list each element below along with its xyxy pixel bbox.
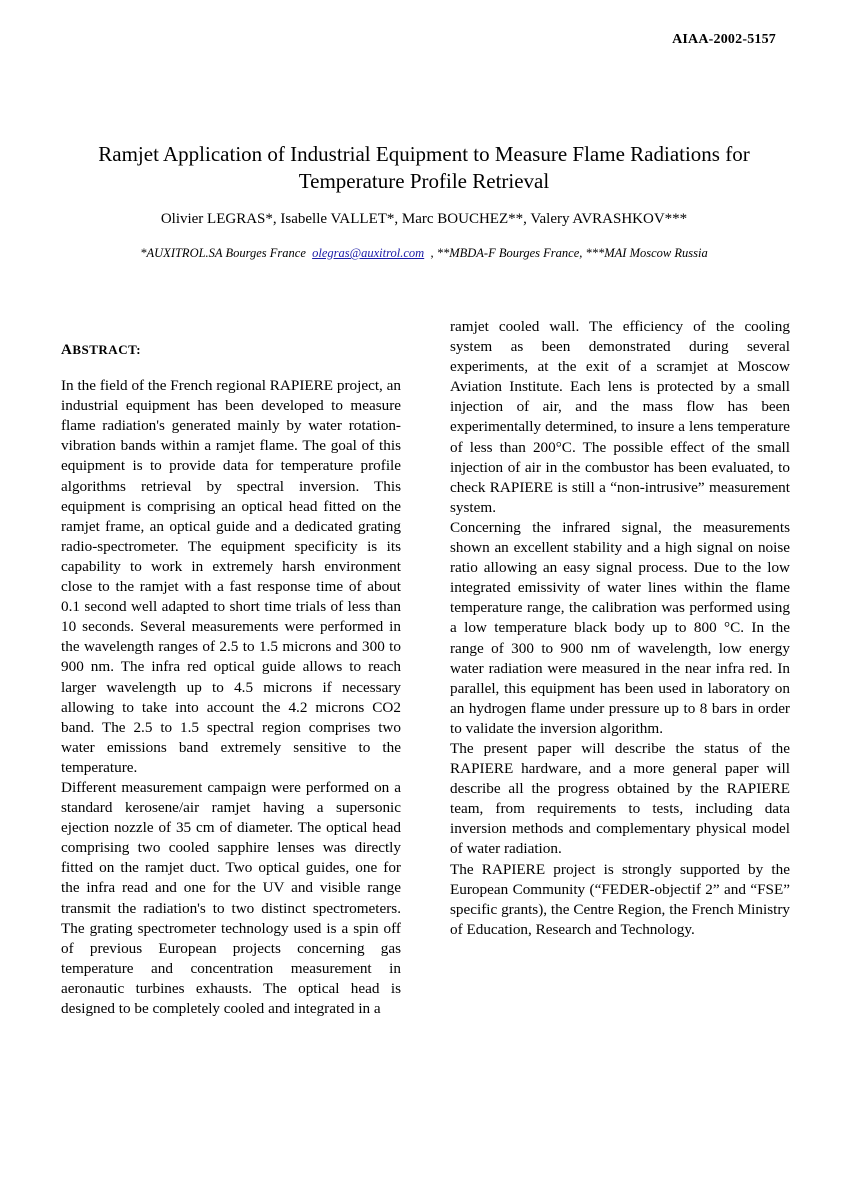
abstract-heading-initial: A [61, 342, 73, 358]
title-line-1: Ramjet Application of Industrial Equipment to Measure Flame Radiations for [98, 142, 750, 166]
abstract-paragraph-5: The present paper will describe the status of the RAPIERE hardware, and a more general paper will describe all the progress obtained by the RAPIERE team, from requirements to tests, including data inversion methods and complementary physical model of water radiation. [450, 739, 790, 858]
affiliations [40, 246, 808, 261]
author-email-link[interactable]: olegras@auxitrol.com [312, 246, 425, 260]
title-line-2: Temperature Profile Retrieval [298, 169, 550, 193]
abstract-heading-rest: BSTRACT: [72, 342, 142, 357]
abstract-paragraph-6: The RAPIERE project is strongly supported by the European Community (“FEDER-objectif 2” and “FSE” specific grants), the Centre Region, the French Ministry of Education, Research and Technology. [450, 860, 790, 938]
affiliation-others: , **MBDA-F Bourges France, ***MAI Moscow Russia [430, 246, 708, 260]
paper-id: AIAA-2002-5157 [672, 32, 776, 47]
paper-title [40, 141, 808, 195]
right-column [450, 317, 790, 940]
abstract-paragraph-3: ramjet cooled wall. The efficiency of the cooling system as been demonstrated during several experiments, at the exit of a scramjet at Moscow Aviation Institute. Each lens is protected by a small injection of air, and the mass flow has been experimentally determined, to insure a lens temperature of less than 200°C. The possible effect of the small injection of air in the combustor has been evaluated, to check RAPIERE is still a “non-intrusive” measurement system. [450, 318, 790, 516]
affiliation-auxitrol: *AUXITROL.SA Bourges France [140, 246, 306, 260]
left-column [61, 340, 401, 1019]
abstract-paragraph-4: Concerning the infrared signal, the measurements shown an excellent stability and a high signal on noise ratio allowing an easy signal process. Due to the low integrated emissivity of water lines within the flame temperature range, the calibration was performed using a low temperature black body up to 800 °C. In the range of 300 to 900 nm of wavelength, low energy water radiation were measured in the near infra red. In parallel, this equipment has been used in laboratory on an hydrogen flame under pressure up to 8 bars in order to validate the inversion algorithm. [450, 518, 790, 737]
author-list: Olivier LEGRAS*, Isabelle VALLET*, Marc BOUCHEZ**, Valery AVRASHKOV*** [160, 211, 688, 227]
abstract-heading [61, 340, 401, 360]
abstract-paragraph-1: In the field of the French regional RAPIERE project, an industrial equipment has been developed to measure flame radiation's generated mainly by water rotation-vibration bands within a ramjet flame. The goal of this equipment is to provide data for temperature profile algorithms retrieval by spectral inversion. This equipment is comprising an optical head fitted on the ramjet frame, an optical guide and a dedicated grating radio-spectrometer. The equipment specificity is its capability to work in extremely harsh environment close to the ramjet with a fast response time of about 0.1 second well adapted to short time trials of less than 10 seconds. Several measurements were performed in the wavelength ranges of 2.5 to 1.5 microns and 300 to 900 nm. The infra red optical guide allows to reach larger wavelength up to 4.5 microns if necessary allowing to take into account the 4.2 microns CO2 band. The 2.5 to 1.5 spectral region comprises two water emissions band extremely sensitive to the temperature. [61, 377, 401, 776]
abstract-paragraph-2: Different measurement campaign were performed on a standard kerosene/air ramjet having a supersonic ejection nozzle of 35 cm of diameter. The optical head comprising two cooled sapphire lenses was directly fitted on the ramjet duct. Two optical guides, one for the infra read and one for the UV and visible range transmit the radiation's to two distinct spectrometers. The grating spectrometer technology used is a spin off of previous European projects concerning gas temperature and concentration measurement in aeronautic turbines exhausts. The optical head is designed to be completely cooled and integrated in a [61, 778, 401, 1017]
